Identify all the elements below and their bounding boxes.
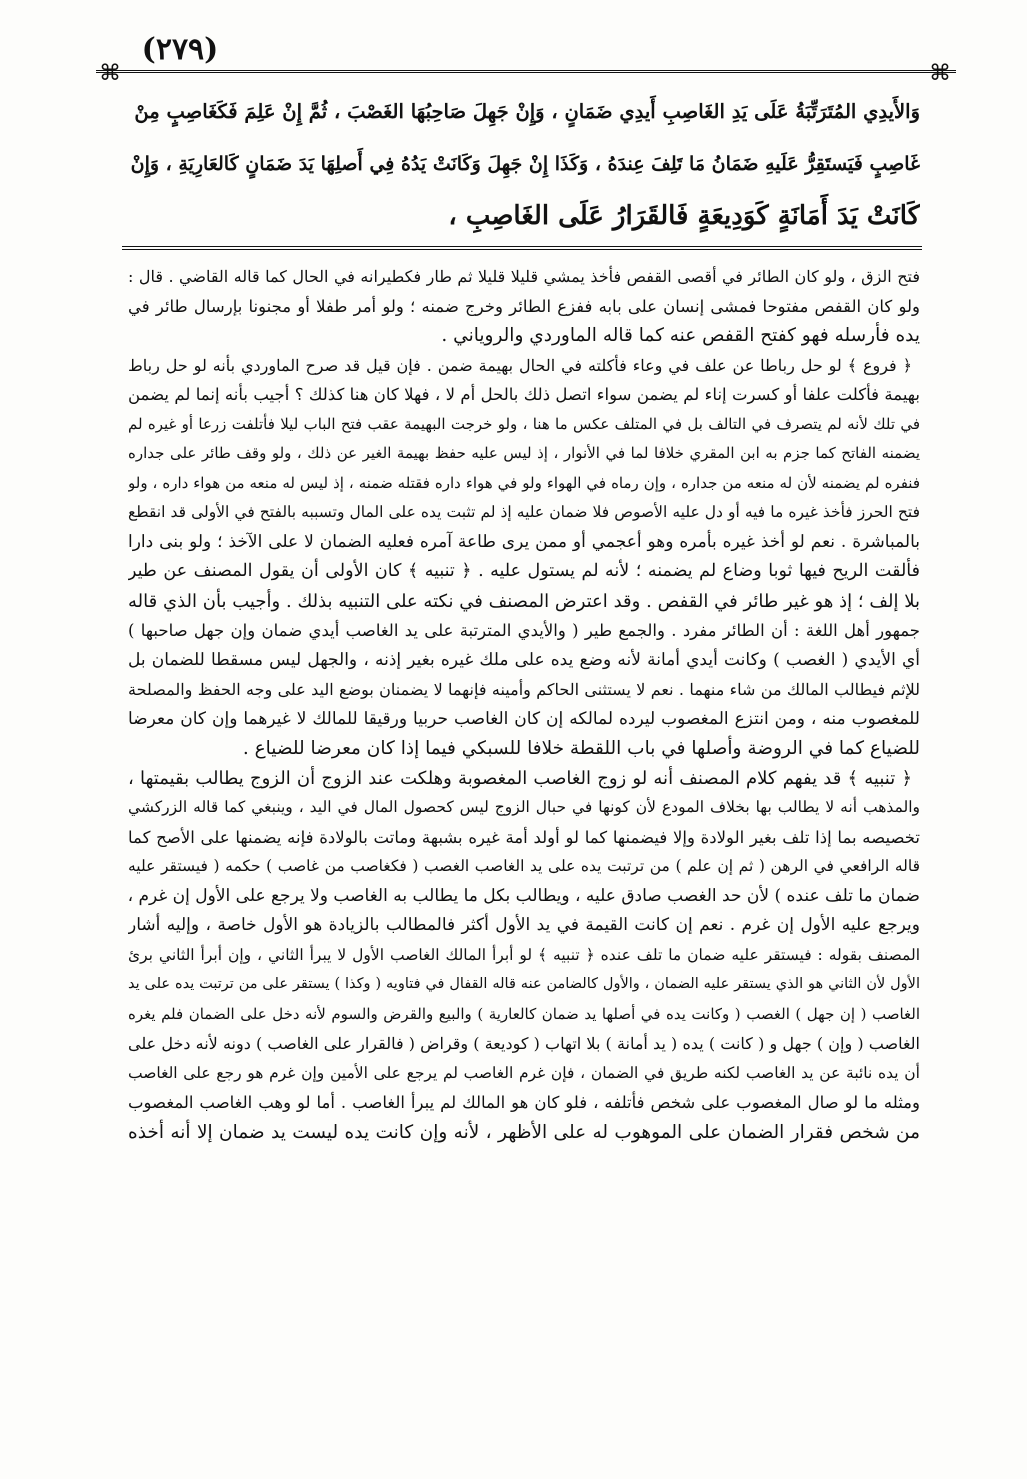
commentary-line: ولو كان القفص مفتوحا فمشى إنسان على بابه ففزع الطائر وخرج ضمنه ؛ ولو أمر طفلا أو مجنونا بإرسال طائر في — [128, 296, 920, 316]
page-number: (٢٧٩) — [141, 32, 219, 67]
commentary-line: أن يده نائبة عن يد الغاصب لكنه طريق في الضمان ، فإن غرم الغاصب لم يرجع على الأمين وإن غرم هو رجع على الغاصب — [128, 1063, 920, 1082]
commentary-line: فتح الحرز فأخذ غيره ما فيه أو دل عليه الأصوص فلا ضمان عليه إذ لم تثبت يده على المال وتسببه بالفتح في الأولى قد انقطع — [128, 503, 920, 521]
main-text-line: وَالأَيدِي المُتَرَتِّبَةُ عَلَى يَدِ الغَاصِبِ أَيدِي ضَمَانٍ ، وَإِنْ جَهِلَ صَاحِبُهَا الغَصْبَ ، ثُمَّ إِنْ عَلِمَ فَكَغَاصِبٍ مِنْ — [134, 100, 920, 123]
commentary-line: ضمان ما تلف عنده ) لأن حد الغصب صادق عليه ، ويطالب بكل ما يطالب به الغاصب ولا يرجع على الأول إن غرم ، — [128, 885, 920, 906]
commentary-line: يده فأرسله فهو كفتح القفص عنه كما قاله الماوردي والروياني . — [441, 325, 920, 346]
commentary-line: تخصيصه بما إذا تلف بغير الولادة وإلا فيضمنها كما لو أولد أمة غيره بشبهة وماتت بالولادة فإنه يضمنها على الأصح كما — [128, 827, 920, 847]
commentary-line: المصنف بقوله : فيستقر عليه ضمان ما تلف عنده ﴿ تنبيه ﴾ لو أبرأ المالك الغاصب الأول لا يبرأ الثاني ، وإن أبرأ الثاني برئ — [128, 945, 920, 964]
commentary-line: فتح الزق ، ولو كان الطائر في أقصى القفص فأخذ يمشي قليلا قليلا ثم طار فكطيرانه في الحال كما قاله القاضي . قال : — [128, 267, 920, 286]
commentary-line: الغاصب ( وإن ) جهل و ( كانت ) يده ( يد أمانة ) بلا اتهاب ( كوديعة ) وقراض ( فالقرار على الغاصب ) دونه لأنه دخل على — [128, 1034, 920, 1053]
commentary-line: بالمباشرة . نعم لو أخذ غيره بأمره وهو أعجمي أو ممن يرى طاعة آمره فعليه الضمان لا على الآخذ ؛ ولو بنى دارا — [128, 531, 920, 552]
main-text-block — [128, 86, 920, 242]
commentary-line: ويرجع عليه الأول إن غرم . نعم إن كانت القيمة في يد الأول أكثر فالمطالب بالزيادة هو الأول خاصة ، وإليه أشار — [128, 915, 920, 935]
commentary-line: ﴿ فروع ﴾ لو حل رباطا عن علف في وعاء فأكلته في الحال بهيمة ضمن . فإن قيل قد صرح الماوردي بأنه لو حل رباط — [128, 355, 912, 375]
section-divider — [122, 246, 922, 250]
commentary-line: من شخص فقرار الضمان على الموهوب له على الأظهر ، لأنه وإن كانت يده ليست يد ضمان إلا أنه أخذه — [128, 1121, 920, 1143]
commentary-line: للإثم فيطالب المالك من شاء منهما . نعم لا يستثنى الحاكم وأمينه فإنهما لا يضمنان بوضع اليد على وجه الحفظ والمصلحة — [128, 680, 920, 699]
commentary-line: فألقت الريح فيها ثوبا وضاع لم يضمنه ؛ لأنه لم يستول عليه . ﴿ تنبيه ﴾ كان الأولى أن يقول المصنف عن طير — [128, 561, 920, 581]
commentary-line: بلا إلف ؛ إذ هو غير طائر في القفص . وقد اعترض المصنف في نكته على التنبيه بذلك . وأجيب بأن الذي قاله — [128, 590, 920, 612]
commentary-line: أي الأيدي ( الغصب ) وكانت أيدي أمانة لأنه وضع يده على ملك غيره بغير إذنه ، والجهل ليس مسقطا للضمان بل — [128, 649, 920, 670]
commentary-line: فنفره لم يضمنه لأن له منعه من جداره ، وإن رماه في الهواء ولو في هواء داره فقتله ضمنه ، إذ ليس له منعه من هواء داره ، ولو — [128, 473, 920, 492]
commentary-line: في تلك لأنه لم يتصرف في التالف بل في المتلف عكس ما هنا ، ولو خرجت البهيمة عقب فتح الباب ليلا فأتلفت زرعا أو غيره لم — [128, 414, 920, 433]
commentary-line: ومثله ما لو صال المغصوب على شخص فأتلفه ، فلو كان هو المالك لم يبرأ الغاصب . أما لو وهب الغاصب المغصوب — [128, 1093, 920, 1112]
commentary-line: ﴿ تنبيه ﴾ قد يفهم كلام المصنف أنه لو زوج الغاصب المغصوبة وهلكت عند الزوج أن الزوج يطالب بقيمتها ، — [128, 767, 912, 789]
main-text-line: كَانَتْ يَدَ أَمَانَةٍ كَوَدِيعَةٍ فَالقَرَارُ عَلَى الغَاصِبِ ، — [448, 201, 920, 231]
commentary-line: والمذهب أنه لا يطالب بها بخلاف المودع لأن كونها في حبال الزوج ليس كحصول المال في اليد ، وينبغي كما قاله الزركشي — [128, 798, 920, 816]
commentary-line: للمغصوب منه ، ومن انتزع المغصوب ليرده لمالكه إن كان الغاصب حربيا ورقيقا للمالك لا غيرهما وإن كان معرضا — [128, 708, 920, 729]
commentary-line: بهيمة فأكلت علفا أو كسرت إناء لم يضمن سواء اتصل ذلك بالحل أم لا ، فهلا كان هنا كذلك ؟ أجيب بأنه إنما لم يضمن — [128, 385, 920, 404]
main-text-line: غَاصِبٍ فَيَستَقِرُّ عَلَيهِ ضَمَانُ مَا تَلِفَ عِندَهُ ، وَكَذَا إِنْ جَهِلَ وَكَانَتْ يَدُهُ فِي أَصلِهَا يَدَ ضَمَانٍ كَالعَارِيَةِ ، وَإِنْ — [130, 153, 920, 175]
commentary-line: جمهور أهل اللغة : أن الطائر مفرد . والجمع طير ( والأيدي المترتبة على يد الغاصب أيدي ضمان وإن جهل صاحبها ) — [128, 621, 920, 640]
commentary-line: الأول لأن الثاني هو الذي يستقر عليه الضمان ، والأول كالضامن عنه قاله القفال في فتاويه ( وكذا ) يستقر على من ترتبت يده على يد — [128, 976, 920, 992]
corner-ornament-icon: ⌘ — [99, 61, 121, 86]
commentary-line: قاله الرافعي في الرهن ( ثم إن علم ) من ترتبت يده على يد الغاصب الغصب ( فكغاصب من غاصب ) حكمه ( فيستقر عليه — [128, 857, 920, 875]
commentary-block — [128, 262, 920, 1147]
corner-ornament-icon: ⌘ — [929, 61, 951, 86]
commentary-line: للضياع كما في الروضة وأصلها في باب اللقطة خلافا للسبكي فيما إذا كان معرضا للضياع . — [242, 738, 920, 759]
top-border-rule — [96, 70, 956, 73]
commentary-line: الغاصب ( إن جهل ) الغصب ( وكانت يده في أصلها يد ضمان كالعارية ) والبيع والقرض والسوم لأنه دخل على الضمان فلم يغره — [128, 1004, 920, 1023]
commentary-line: يضمنه الفاتح كما جزم به ابن المقري خلافا لما في الأنوار ، إذ ليس عليه حفظ بهيمة الغير عن ذلك ، ولو وقف طائر على جداره — [128, 444, 920, 462]
